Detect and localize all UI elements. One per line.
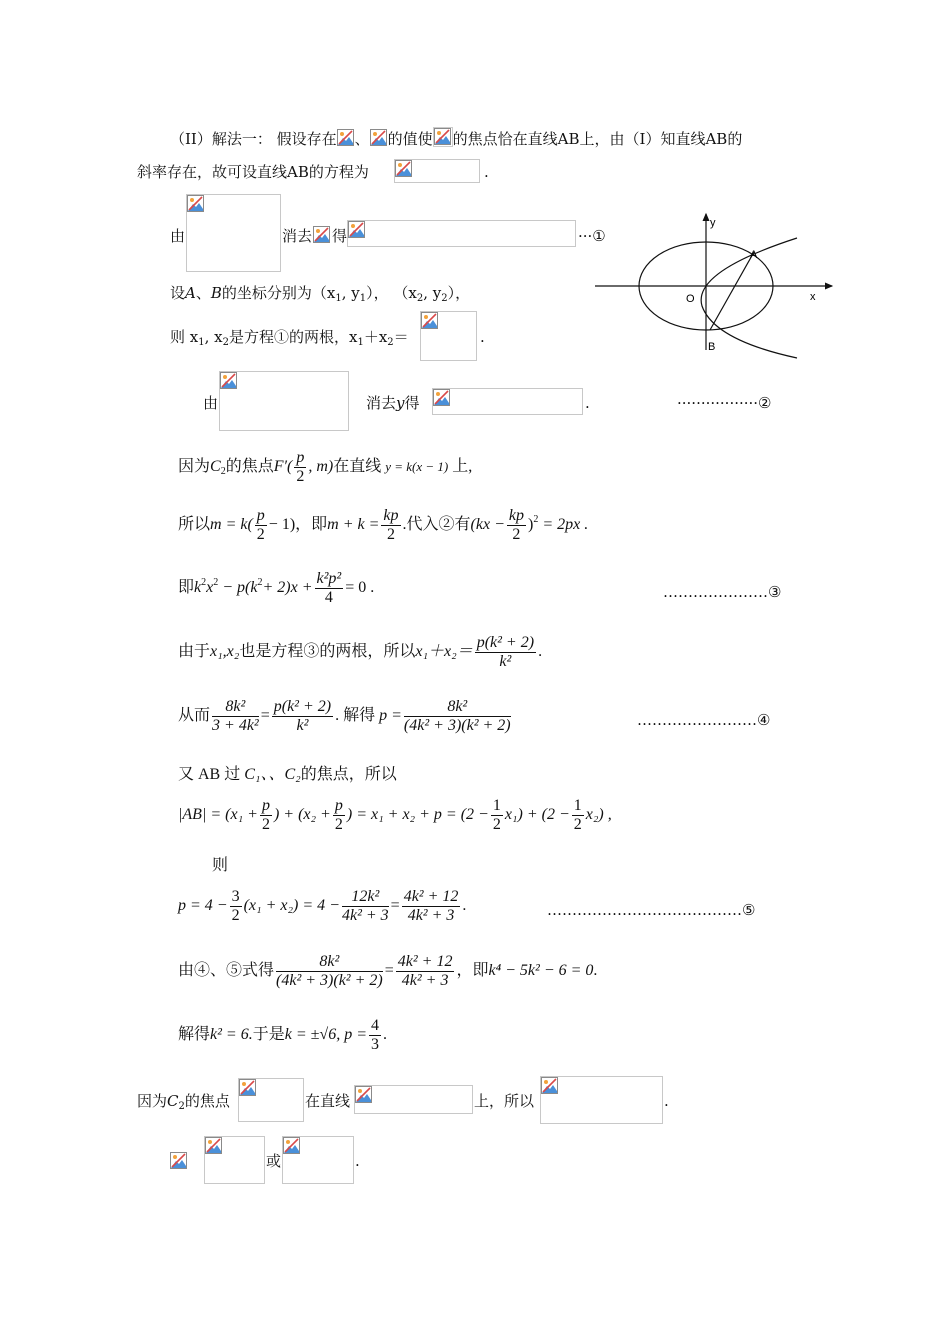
denominator: 4k² + 3 [401,972,449,989]
sub: 1 [198,337,205,348]
text: 上，所以 [474,1092,535,1110]
math: y = k(x − 1) [385,459,449,475]
math-line-11 [178,1017,387,1054]
fraction [230,888,242,925]
math: k⁴ − 5k² − 6 = 0 [488,962,594,980]
broken-image-icon [395,160,413,178]
math: k² = 6. [210,1026,253,1044]
math: . [462,897,467,915]
fraction [404,698,511,735]
denominator: 2 [386,526,395,543]
sub: 2 [178,1101,185,1112]
text: , x [204,328,223,346]
text: 是方程①的两根，x [228,328,358,346]
text: 上，由（I）知直线 [579,130,706,148]
fraction [333,797,345,834]
denominator: 2 [256,526,265,543]
fraction [475,634,536,671]
image-placeholder [282,1136,354,1184]
text: .代入②有 [402,516,471,534]
text: ）， （x [366,284,417,302]
numerator: 4 [371,1017,379,1034]
sub: 1 [335,293,342,304]
broken-image-icon [541,1077,559,1095]
image-placeholder [219,371,349,431]
text: 的方程为 [308,163,369,181]
axis-label-x: x [810,291,816,303]
paragraph-5 [170,327,409,353]
math-line-1 [178,449,472,486]
fraction [212,698,259,735]
numerator: 12k² [342,888,389,907]
var-B: B [210,284,222,302]
denominator: 2 [492,816,501,833]
sup: 2 [213,577,219,589]
math: k [194,579,202,597]
math: = [384,962,394,980]
numerator: 8k² [276,953,383,972]
period: . [664,1092,669,1110]
broken-image-icon [433,127,453,147]
text: 由于 [178,643,211,661]
text: 的值使 [387,130,433,148]
period: . [484,163,489,181]
text: 的焦点 [184,1092,230,1110]
sub: 2 [441,293,448,304]
axis-label-y: y [710,217,716,229]
sub: 2 [220,466,226,478]
denominator: 4k² + 3 [407,907,455,924]
broken-image-icon [433,389,451,407]
text: 的坐标分别为（x [221,284,336,302]
equation-number: ···① [578,227,606,245]
math: p = [379,707,402,725]
text: 也是方程③的两根，所以 [239,643,416,661]
numerator: kp [508,507,524,524]
math: . [383,1026,387,1044]
math: = [260,707,270,725]
fraction [396,953,455,990]
numerator: k²p² [316,570,342,587]
text: 因为 [137,1092,168,1110]
denominator: 2 [231,907,240,924]
numerator: p(k² + 2) [273,698,332,715]
fraction [255,507,267,544]
math: − p(k [222,579,258,597]
equation-number: ·················② [677,394,772,412]
numerator: p [261,797,270,814]
text: （II）解法一： 假设存在 [170,130,337,148]
denominator: 3 + 4k² [212,717,259,734]
numerator: 1 [492,797,501,814]
math: |AB| = (x₁ + [178,806,258,824]
broken-image-icon [348,221,366,239]
text: 斜率存在，故可设直线 [137,163,288,181]
math: ) [527,516,534,534]
text: 在直线 [333,458,382,476]
broken-image-icon [370,129,388,147]
var-y: y [396,394,405,412]
math-line-8: 则 [212,857,229,874]
text: ）， [447,284,471,302]
broken-image-icon [421,312,439,330]
equation-number: ……………………④ [637,711,771,729]
numerator: p [334,797,343,814]
math-line-5 [178,698,513,735]
fraction [294,449,306,486]
denominator: k² [499,653,512,670]
numerator: p [296,449,305,466]
denominator: 2 [261,816,270,833]
fraction [572,797,584,834]
paragraph-1 [170,127,742,149]
broken-image-icon [283,1137,301,1155]
point-B-label: B [708,341,716,353]
sup: 2 [257,577,263,589]
text: 于是 [252,1026,285,1044]
math: x₁) + (2 − [504,806,570,824]
var: C [167,1092,179,1110]
text: 由④、⑤式得 [178,962,275,980]
numerator: 4k² + 12 [403,888,459,905]
text: 由 [203,394,219,412]
text: AB [287,163,309,181]
chord-AB [710,252,754,330]
image-placeholder [432,388,583,415]
broken-image-icon [355,1086,373,1104]
math-line-4 [178,634,542,671]
math-line-9 [178,888,466,925]
fraction [369,1017,381,1054]
broken-image-icon [239,1079,257,1097]
period: . [480,328,485,346]
denominator: (4k² + 3)(k² + 2) [403,717,511,734]
text: ＋x [363,328,388,346]
math: (kx − [470,516,505,534]
image-placeholder [394,159,480,183]
math: p = 4 − [178,897,228,915]
math: (x₁ + x₂) = 4 − [243,897,340,915]
text: . [538,643,543,661]
broken-image-icon [187,195,205,213]
denominator: 4 [324,589,333,606]
math: C₁、、C₂ [244,766,301,783]
text: AB [557,130,580,148]
image-placeholder [540,1076,663,1124]
paragraph-4 [170,283,470,309]
text: 设 [170,284,186,302]
text: , y [423,284,442,302]
text: 从而 [178,707,211,725]
text: 在直线 [305,1092,351,1110]
text: AB [705,130,728,148]
numerator: 8k² [212,698,259,717]
fraction [272,698,333,735]
fraction [381,507,400,544]
numerator: kp [383,507,399,524]
text: 所以 [178,516,211,534]
image-placeholder [186,194,281,272]
equation-number: …………………………………⑤ [547,901,756,919]
math-line-6 [178,761,397,784]
text: . 解得 [335,707,376,725]
math-line-2 [178,507,588,544]
math: = 2px . [542,516,589,534]
math: m = k( [210,516,253,534]
sub: 2 [222,337,229,348]
fraction [507,507,526,544]
fraction [342,888,389,925]
text: , y [341,284,360,302]
numerator: p [256,507,265,524]
point-A-label: A [750,249,758,261]
math: x₂) , [585,806,612,824]
text: 上, [452,458,473,476]
math: − 1) [268,516,296,534]
text: 因为 [178,458,211,476]
math: = 0 . [345,579,375,597]
numerator: 8k² [404,698,511,717]
image-placeholder [420,311,477,361]
numerator: 1 [573,797,582,814]
text: ，即 [456,962,489,980]
denominator: k² [296,717,309,734]
text: 或 [266,1152,282,1170]
math: + 2)x + [262,579,313,597]
text: ＝ [393,328,409,346]
sub: 1 [359,293,367,304]
text: 的焦点恰在直线 [452,130,558,148]
text: 又 AB 过 [178,766,241,783]
math-line-7 [178,797,612,834]
image-placeholder [354,1085,473,1114]
math: k = ±√6, p = [284,1026,367,1044]
fraction [276,953,383,990]
fraction [402,888,461,925]
math: , m) [308,458,334,476]
denominator: 2 [573,816,582,833]
fraction [260,797,272,834]
text: 解得 [178,1026,211,1044]
denominator: 3 [371,1036,379,1053]
text: 则 x [170,328,199,346]
sub: 1 [357,337,364,348]
broken-image-icon [313,226,331,244]
paragraph-6-text [366,393,420,413]
period: . [355,1152,360,1170]
broken-image-icon [337,129,355,147]
sup: 2 [201,577,207,589]
var-A: A [185,284,196,302]
text: 的 [727,130,743,148]
ellipse-parabola-figure [592,210,837,360]
numerator: p(k² + 2) [476,634,535,651]
image-placeholder [347,220,576,247]
denominator: 2 [296,468,305,485]
text: 的焦点 [225,458,274,476]
image-placeholder [238,1078,304,1122]
text: 得 [404,394,420,412]
fraction [315,570,344,607]
origin-label: O [686,293,695,305]
math: m + k = [327,516,380,534]
math: = [390,897,400,915]
text: 消去 [366,394,397,412]
text: 的焦点，所以 [300,766,397,783]
numerator: 4k² + 12 [397,953,453,970]
text: 即 [178,579,195,597]
sub: 2 [416,293,424,304]
broken-image-icon [220,372,238,390]
text: ，即 [295,516,328,534]
image-placeholder [204,1136,265,1184]
denominator: 4k² + 3 [341,907,389,924]
denominator: (4k² + 3)(k² + 2) [276,972,383,989]
fraction [491,797,503,834]
math-line-10 [178,953,597,990]
math: x [206,579,214,597]
broken-image-icon [205,1137,223,1155]
math: ) = x₁ + x₂ + p = (2 − [346,806,489,824]
sup: 2 [533,514,539,526]
denominator: 2 [512,526,521,543]
period: . [585,394,590,412]
text: 消去 [282,227,313,245]
paragraph-7 [137,1091,230,1117]
equation-number: …………………③ [663,583,782,601]
math: x₁＋x₂＝ [415,643,473,661]
denominator: 2 [334,816,343,833]
var: C [210,458,221,476]
text: . [593,962,598,980]
math: F′( [273,458,293,476]
text: 由 [170,227,186,245]
text: 得 [332,227,348,245]
math-line-3 [178,570,374,607]
broken-image-icon [170,1152,188,1170]
text: 、 [195,284,211,302]
paragraph-2 [137,162,369,182]
math: x₁,x₂ [210,643,240,661]
text: 、 [354,130,370,148]
numerator: 3 [231,888,240,905]
sub: 2 [387,337,394,348]
math: ) + (x₂ + [273,806,331,824]
